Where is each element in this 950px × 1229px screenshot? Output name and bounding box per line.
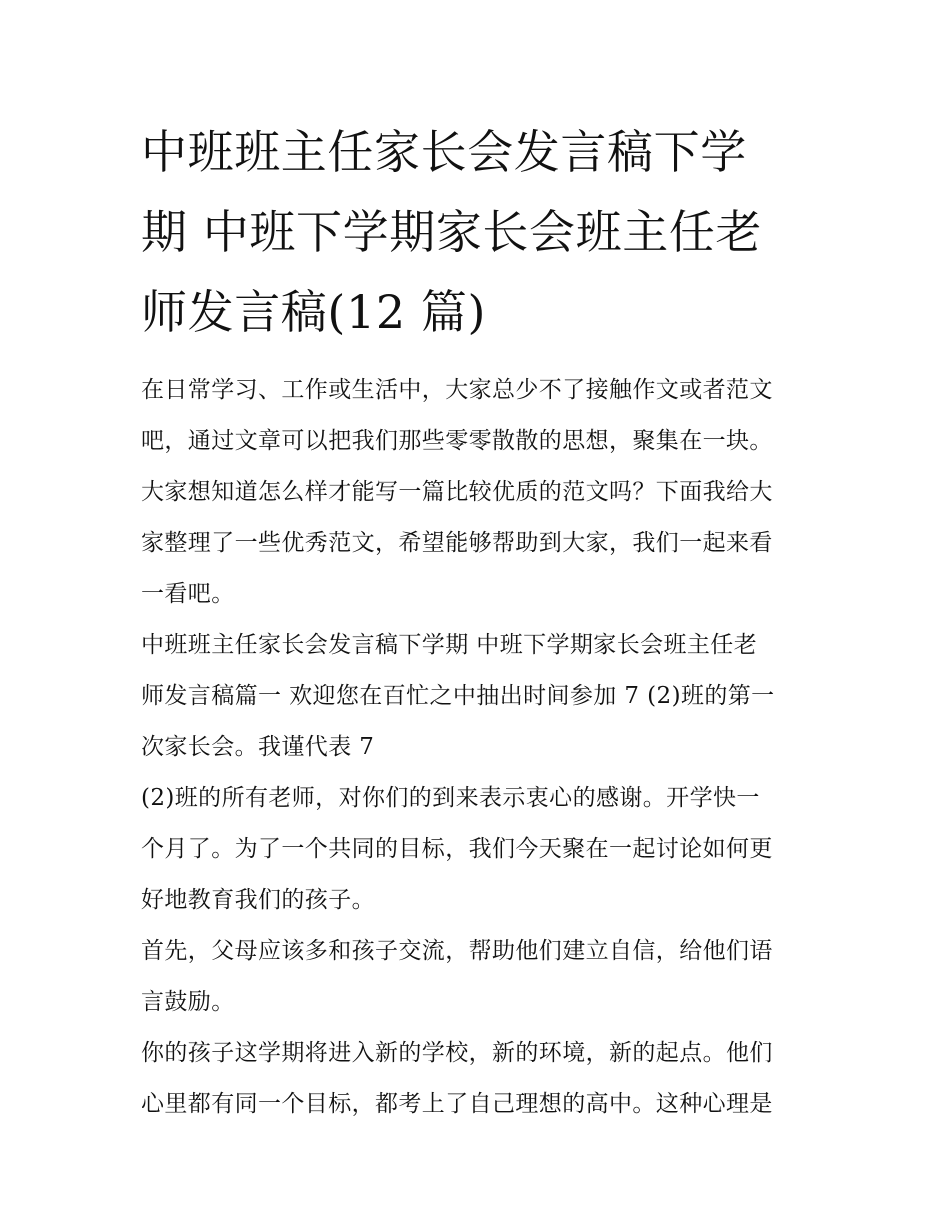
text-line: 心里都有同一个目标，都考上了自己理想的高中。这种心理是 xyxy=(141,1091,773,1117)
text-line: 大家想知道怎么样才能写一篇比较优质的范文吗？下面我给大 xyxy=(141,479,773,505)
text-line: 吧，通过文章可以把我们那些零零散散的思想，聚集在一块。 xyxy=(141,428,773,454)
document-content xyxy=(141,112,813,1130)
text-line: 次家长会。我谨代表 7 xyxy=(141,734,375,760)
title-line: 中班班主任家长会发言稿下学 xyxy=(141,125,747,179)
paragraph-thanks xyxy=(141,773,813,926)
paragraph-welcome xyxy=(141,620,813,773)
text-line: 言鼓励。 xyxy=(141,989,235,1015)
text-line: 一看吧。 xyxy=(141,581,235,607)
title-line: 师发言稿(12 篇) xyxy=(141,285,487,339)
text-line: 家整理了一些优秀范文，希望能够帮助到大家，我们一起来看 xyxy=(141,530,773,556)
text-line: 中班班主任家长会发言稿下学期 中班下学期家长会班主任老 xyxy=(141,632,758,658)
text-line: (2)班的所有老师，对你们的到来表示衷心的感谢。开学快一 xyxy=(141,785,760,811)
document-body xyxy=(141,365,813,1130)
text-line: 好地教育我们的孩子。 xyxy=(141,887,375,913)
paragraph-new-school xyxy=(141,1028,813,1130)
title-line: 期 中班下学期家长会班主任老 xyxy=(141,205,763,259)
text-line: 在日常学习、工作或生活中，大家总少不了接触作文或者范文 xyxy=(141,377,773,403)
text-line: 你的孩子这学期将进入新的学校，新的环境，新的起点。他们 xyxy=(141,1040,773,1066)
text-line: 师发言稿篇一 欢迎您在百忙之中抽出时间参加 7 (2)班的第一 xyxy=(141,683,775,709)
text-line: 首先，父母应该多和孩子交流，帮助他们建立自信，给他们语 xyxy=(141,938,773,964)
text-line: 个月了。为了一个共同的目标，我们今天聚在一起讨论如何更 xyxy=(141,836,773,862)
document-title xyxy=(141,112,813,352)
paragraph-intro xyxy=(141,365,813,620)
paragraph-communication xyxy=(141,926,813,1028)
